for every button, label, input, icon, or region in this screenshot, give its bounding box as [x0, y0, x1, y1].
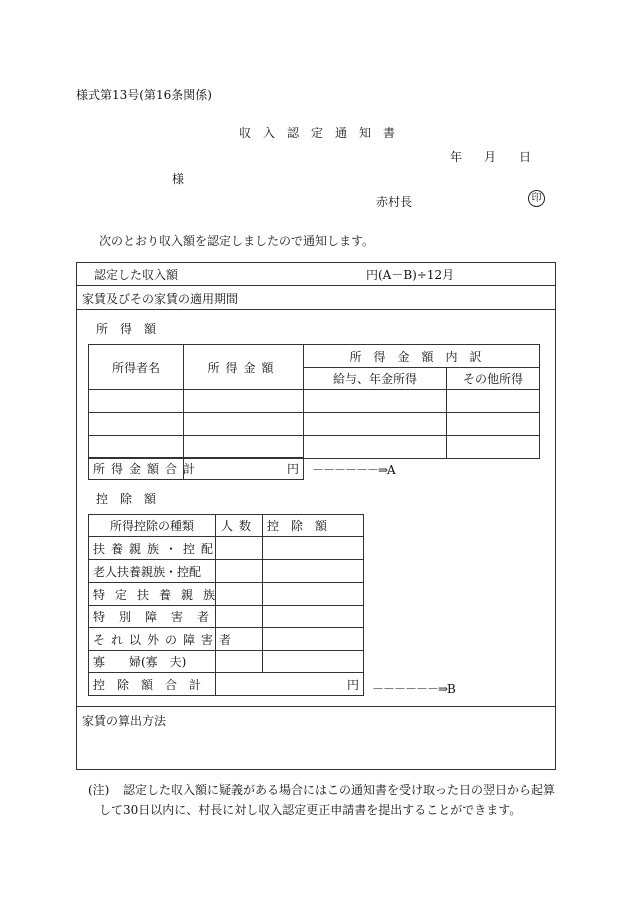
income-total-arrow: －－－－－－⇒A [312, 463, 395, 477]
divider [76, 309, 556, 310]
deduction-section-label: 控除額 [96, 492, 169, 506]
table-row [89, 606, 364, 628]
income-cell[interactable] [184, 390, 304, 413]
deduction-total-label: 控除額合計 [89, 673, 216, 696]
deduction-type: 寡 婦(寡 夫) [89, 651, 216, 673]
income-cell[interactable] [447, 436, 540, 459]
rent-period-label: 家賃及びその家賃の適用期間 [82, 292, 239, 306]
income-table [88, 344, 540, 459]
recognized-income-formula: 円(A－B)÷12月 [366, 268, 455, 282]
addressee-suffix: 様 [172, 172, 185, 186]
document-title: 収入認定通知書 [239, 126, 408, 140]
deduction-table [88, 514, 364, 696]
income-cell[interactable] [304, 390, 447, 413]
income-col-amount: 所得金額 [184, 345, 304, 390]
deduction-total-arrow: －－－－－－⇒B [372, 682, 455, 696]
deduction-type: それ以外の障害者 [89, 628, 216, 651]
income-col-breakdown: 所得金額内訳 [304, 345, 540, 368]
deduction-amount-cell[interactable] [263, 606, 364, 628]
deduction-count-cell[interactable] [216, 537, 263, 560]
table-row [89, 413, 540, 436]
deduction-type: 老人扶養親族・控配 [89, 560, 216, 583]
table-row [89, 651, 364, 673]
deduction-total-unit: 円 [216, 673, 364, 696]
deduction-amount-cell[interactable] [263, 583, 364, 606]
income-total-table [88, 457, 304, 480]
recognized-income-label: 認定した収入額 [94, 268, 179, 282]
divider [76, 706, 556, 707]
note-prefix: (注) [88, 783, 110, 797]
income-cell[interactable] [89, 413, 184, 436]
deduction-count-cell[interactable] [216, 560, 263, 583]
divider [76, 285, 556, 286]
income-section-label: 所得額 [96, 322, 169, 336]
issuer: 赤村長 [376, 195, 413, 209]
date-day-label: 日 [519, 150, 532, 164]
income-cell[interactable] [304, 413, 447, 436]
deduction-amount-cell[interactable] [263, 537, 364, 560]
income-cell[interactable] [89, 436, 184, 459]
date-month-label: 月 [484, 150, 497, 164]
table-row [89, 537, 364, 560]
form-number: 様式第13号(第16条関係) [76, 88, 212, 102]
note-line-1: 認定した収入額に疑義がある場合にはこの通知書を受け取った日の翌日から起算 [123, 783, 556, 797]
income-cell[interactable] [89, 390, 184, 413]
deduction-type: 扶養親族・控配 [89, 537, 216, 560]
deduction-amount-cell[interactable] [263, 628, 364, 651]
deduction-amount-cell[interactable] [263, 560, 364, 583]
date-year-label: 年 [450, 150, 463, 164]
income-cell[interactable] [184, 413, 304, 436]
note-line-2: して30日以内に、村長に対し収入認定更正申請書を提出することができます。 [99, 803, 522, 817]
income-total-label: 所得金額合計 [89, 458, 184, 480]
income-col-other: その他所得 [447, 368, 540, 390]
deduction-amount-cell[interactable] [263, 651, 364, 673]
seal-mark: 印 [528, 190, 545, 207]
income-cell[interactable] [447, 390, 540, 413]
intro-text: 次のとおり収入額を認定しましたので通知します。 [99, 234, 375, 248]
income-total-unit: 円 [184, 458, 304, 480]
deduction-type: 特定扶養親族 [89, 583, 216, 606]
table-row [89, 583, 364, 606]
deduction-col-count: 人数 [216, 515, 263, 537]
table-row [89, 436, 540, 459]
income-col-name: 所得者名 [89, 345, 184, 390]
rent-calc-label: 家賃の算出方法 [82, 714, 167, 728]
income-col-salary: 給与、年金所得 [304, 368, 447, 390]
income-cell[interactable] [447, 413, 540, 436]
income-cell[interactable] [304, 436, 447, 459]
deduction-type: 特別障害者 [89, 606, 216, 628]
income-cell[interactable] [184, 436, 304, 459]
deduction-col-type: 所得控除の種類 [89, 515, 216, 537]
table-row [89, 560, 364, 583]
deduction-col-amount: 控除額 [263, 515, 364, 537]
table-row [89, 390, 540, 413]
deduction-count-cell[interactable] [216, 651, 263, 673]
table-row [89, 628, 364, 651]
